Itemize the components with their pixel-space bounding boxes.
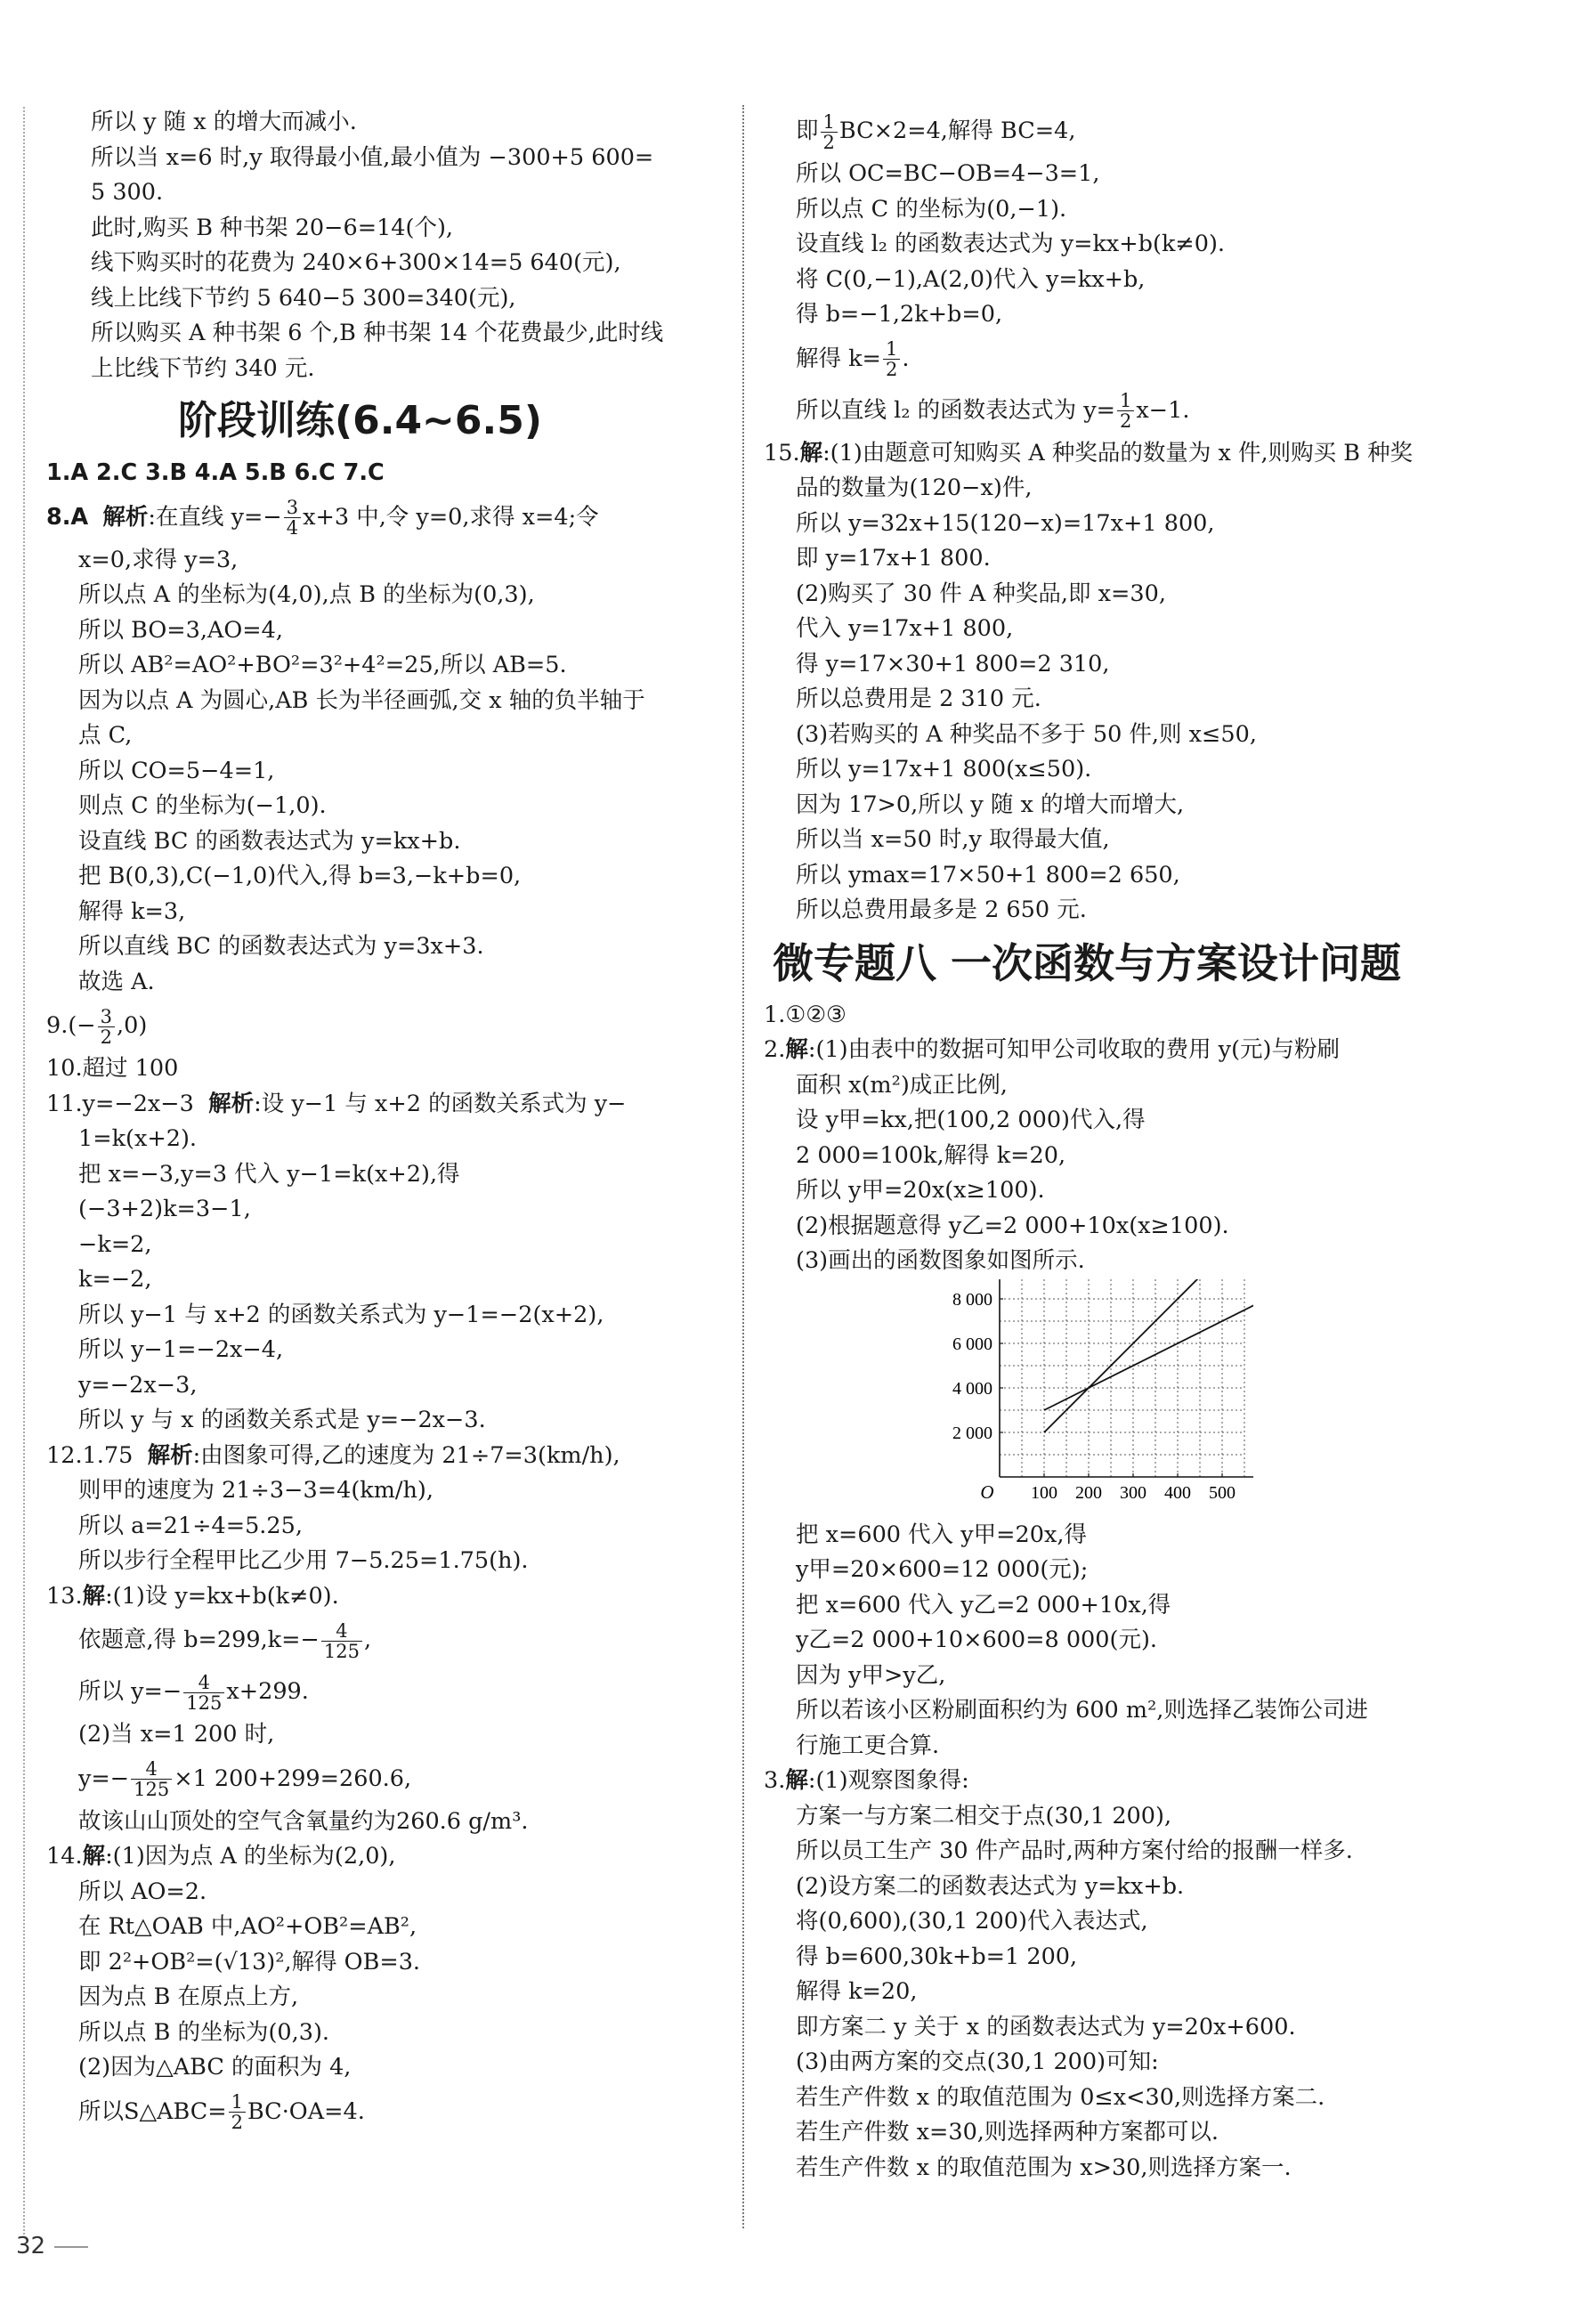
text-line: 设直线 l₂ 的函数表达式为 y=kx+b(k≠0). xyxy=(796,231,1226,257)
text-span: :(1)由题意可知购买 A 种奖品的数量为 x 件,则购买 B 种奖 xyxy=(822,439,1414,466)
fraction xyxy=(284,498,301,538)
formula-line xyxy=(46,1753,721,1805)
text-span: 11.y=−2x−3 xyxy=(46,1090,194,1117)
question-number: 3. xyxy=(764,1767,786,1794)
text-line: 故选 A. xyxy=(78,968,155,995)
text-span: y=− xyxy=(78,1764,130,1792)
text-line: (2)购买了 30 件 A 种奖品,即 x=30, xyxy=(796,580,1166,607)
x-tick-label: 200 xyxy=(1075,1482,1102,1503)
text-line: 所以直线 BC 的函数表达式为 y=3x+3. xyxy=(78,933,484,960)
formula-line xyxy=(46,1614,721,1666)
fraction-denominator: 2 xyxy=(100,1026,113,1048)
text-line: 所以若该小区粉刷面积约为 600 m²,则选择乙装饰公司进 xyxy=(796,1697,1368,1724)
question-12-line xyxy=(46,1439,721,1474)
text-line: 所以当 x=50 时,y 取得最大值, xyxy=(796,826,1110,853)
section-heading: 微专题八 一次函数与方案设计问题 xyxy=(773,938,1402,987)
text-line: 所以 y−1 与 x+2 的函数关系式为 y−1=−2(x+2), xyxy=(78,1301,604,1328)
text-line: 所以 CO=5−4=1, xyxy=(78,757,275,784)
text-line: 若生产件数 x=30,则选择两种方案都可以. xyxy=(796,2119,1219,2146)
text-line: 所以 y甲=20x(x≥100). xyxy=(796,1177,1045,1204)
fraction-numerator: 1 xyxy=(1117,391,1134,411)
text-span: BC×2=4,解得 BC=4, xyxy=(839,118,1076,144)
x-tick-label: 400 xyxy=(1164,1482,1191,1503)
text-line: 即 2²+OB²=(√13)²,解得 OB=3. xyxy=(78,1948,421,1975)
text-line: 线上比线下节约 5 640−5 300=340(元), xyxy=(91,284,516,312)
fraction xyxy=(183,1673,224,1713)
text-line: 把 x=−3,y=3 代入 y−1=k(x+2),得 xyxy=(78,1160,460,1188)
text-line: 则点 C 的坐标为(−1,0). xyxy=(78,792,327,819)
text-span: :(1)设 y=kx+b(k≠0). xyxy=(105,1582,339,1610)
text-line: 所以点 C 的坐标为(0,−1). xyxy=(796,195,1067,223)
text-line: 设直线 BC 的函数表达式为 y=kx+b. xyxy=(78,827,461,855)
text-line: (3)由两方案的交点(30,1 200)可知: xyxy=(796,2048,1159,2075)
formula-line xyxy=(764,385,1440,436)
text-line: (2)设方案二的函数表达式为 y=kx+b. xyxy=(796,1872,1185,1900)
formula-line xyxy=(764,105,1440,157)
text-line: 品的数量为(120−x)件, xyxy=(796,475,1033,501)
text-span: :由图象可得,乙的速度为 21÷7=3(km/h), xyxy=(192,1441,620,1469)
text-line: (−3+2)k=3−1, xyxy=(78,1196,251,1222)
text-span: 12.1.75 xyxy=(46,1441,134,1469)
text-line: 把 x=600 代入 y乙=2 000+10x,得 xyxy=(796,1591,1171,1618)
text-span: x+299. xyxy=(226,1678,309,1705)
text-line: 10.超过 100 xyxy=(46,1055,179,1082)
question-number: 2. xyxy=(764,1036,786,1063)
function-graph-svg xyxy=(915,1279,1253,1513)
text-span: . xyxy=(902,345,910,372)
text-line: 行施工更合算. xyxy=(796,1732,940,1759)
text-span: 所以 y=− xyxy=(78,1678,182,1705)
solution-label: 解 xyxy=(799,439,823,466)
text-line: 所以 y=17x+1 800(x≤50). xyxy=(796,756,1092,783)
fraction-denominator: 125 xyxy=(186,1691,223,1714)
text-line: 把 x=600 代入 y甲=20x,得 xyxy=(796,1521,1087,1548)
text-line: (2)当 x=1 200 时, xyxy=(78,1721,275,1748)
formula-line xyxy=(46,1666,721,1717)
text-span: BC·OA=4. xyxy=(247,2097,365,2125)
fraction xyxy=(98,1007,115,1047)
text-line: y=−2x−3, xyxy=(78,1371,198,1399)
text-line: 得 b=600,30k+b=1 200, xyxy=(796,1943,1078,1970)
analysis-label: 解析 xyxy=(147,1441,193,1469)
fraction xyxy=(229,2092,246,2132)
text-line: 若生产件数 x 的取值范围为 x>30,则选择方案一. xyxy=(796,2154,1292,2181)
text-span: :在直线 y=− xyxy=(148,503,282,531)
column-divider xyxy=(742,105,744,2228)
question-14-line xyxy=(46,1839,721,1875)
left-column xyxy=(46,105,721,2138)
text-line: 将 C(0,−1),A(2,0)代入 y=kx+b, xyxy=(796,265,1146,293)
text-line: 所以 a=21÷4=5.25, xyxy=(78,1512,303,1539)
question-number: 14. xyxy=(46,1843,83,1870)
fraction-numerator: 4 xyxy=(321,1621,362,1642)
fraction-denominator: 125 xyxy=(323,1640,360,1662)
text-line: 所以 y−1=−2x−4, xyxy=(78,1336,284,1363)
text-line: 1=k(x+2). xyxy=(78,1125,198,1152)
text-line: 方案一与方案二相交于点(30,1 200), xyxy=(796,1802,1172,1829)
fraction xyxy=(883,339,900,379)
text-span: x−1. xyxy=(1136,396,1190,424)
text-line: 代入 y=17x+1 800, xyxy=(796,615,1014,642)
x-tick-label: 500 xyxy=(1209,1482,1235,1503)
fraction xyxy=(131,1759,172,1799)
text-span: 9.(− xyxy=(46,1012,96,1039)
text-line: 所以 AO=2. xyxy=(78,1878,207,1905)
text-line: −k=2, xyxy=(78,1230,152,1258)
footer-rule xyxy=(54,2246,88,2248)
fraction xyxy=(321,1621,362,1661)
section-heading: 阶段训练(6.4∼6.5) xyxy=(178,398,542,443)
text-line: 得 y=17×30+1 800=2 310, xyxy=(796,650,1110,677)
solution-label: 解 xyxy=(785,1767,808,1794)
fraction-denominator: 2 xyxy=(1119,410,1132,432)
text-line: 则甲的速度为 21÷3−3=4(km/h), xyxy=(78,1477,433,1504)
text-span: 依题意,得 b=299,k=− xyxy=(78,1627,320,1653)
left-margin-dots xyxy=(23,107,25,2235)
answer-key: 1.A 2.C 3.B 4.A 5.B 6.C 7.C xyxy=(46,459,385,486)
fraction-denominator: 125 xyxy=(134,1779,170,1800)
text-line: 在 Rt△OAB 中,AO²+OB²=AB², xyxy=(78,1913,417,1940)
question-9-line xyxy=(46,1000,721,1051)
question-8-line xyxy=(46,491,721,543)
answer-key-line xyxy=(46,456,721,491)
text-line: 得 b=−1,2k+b=0, xyxy=(796,301,1003,328)
text-span: 所以直线 l₂ 的函数表达式为 y= xyxy=(796,396,1115,424)
page-footer xyxy=(16,2233,88,2259)
text-span: :(1)因为点 A 的坐标为(2,0), xyxy=(105,1843,396,1870)
formula-line xyxy=(46,2086,721,2138)
text-line: 因为以点 A 为圆心,AB 长为半径画弧,交 x 轴的负半轴于 xyxy=(78,686,645,714)
text-line: (2)因为△ABC 的面积为 4, xyxy=(78,2054,352,2081)
text-line: 所以 OC=BC−OB=4−3=1, xyxy=(796,160,1100,187)
text-line: 即方案二 y 关于 x 的函数表达式为 y=20x+600. xyxy=(796,2013,1296,2040)
text-line: 即 y=17x+1 800. xyxy=(796,545,991,572)
text-line: 所以购买 A 种书架 6 个,B 种书架 14 个花费最少,此时线 xyxy=(91,320,664,346)
text-span: 解得 k= xyxy=(796,345,881,372)
formula-line xyxy=(764,333,1440,385)
text-line: k=−2, xyxy=(78,1266,152,1293)
text-line: 所以 y 与 x 的函数关系式是 y=−2x−3. xyxy=(78,1407,486,1433)
fraction-numerator: 1 xyxy=(229,2092,246,2113)
text-span: 即 xyxy=(796,118,819,144)
text-line: 所以总费用最多是 2 650 元. xyxy=(796,896,1087,923)
text-span: :(1)观察图象得: xyxy=(807,1767,969,1794)
text-line: 若生产件数 x 的取值范围为 0≤x<30,则选择方案二. xyxy=(796,2083,1325,2111)
text-line: 因为 y甲>y乙, xyxy=(796,1661,946,1689)
fraction-numerator: 3 xyxy=(284,498,301,518)
text-line: 所以 y=32x+15(120−x)=17x+1 800, xyxy=(796,509,1215,537)
text-line: 2 000=100k,解得 k=20, xyxy=(796,1141,1066,1169)
text-line: 5 300. xyxy=(91,179,164,206)
text-span: :设 y−1 与 x+2 的函数关系式为 y− xyxy=(254,1090,627,1117)
text-line: 所以步行全程甲比乙少用 7−5.25=1.75(h). xyxy=(78,1547,529,1574)
text-line: 所以总费用是 2 310 元. xyxy=(796,685,1041,712)
text-line: 所以 AB²=AO²+BO²=3²+4²=25,所以 AB=5. xyxy=(78,652,567,678)
text-line: 因为点 B 在原点上方, xyxy=(78,1983,299,2010)
text-line: (2)根据题意得 y乙=2 000+10x(x≥100). xyxy=(796,1212,1229,1239)
text-line: 设 y甲=kx,把(100,2 000)代入,得 xyxy=(796,1107,1146,1133)
question-number: 13. xyxy=(46,1582,83,1610)
text-line: 所以点 A 的坐标为(4,0),点 B 的坐标为(0,3), xyxy=(78,581,535,608)
fraction xyxy=(821,112,838,152)
question-number: 15. xyxy=(764,439,800,466)
text-line: 此时,购买 B 种书架 20−6=14(个), xyxy=(91,214,454,241)
text-line: y甲=20×600=12 000(元); xyxy=(796,1556,1089,1583)
solution-label: 解 xyxy=(82,1582,106,1610)
fraction xyxy=(1117,391,1134,431)
text-line: 所以 y 随 x 的增大而减小. xyxy=(91,109,357,135)
fraction-denominator: 2 xyxy=(885,359,898,380)
text-line: 1.①②③ xyxy=(764,1001,847,1028)
fraction-numerator: 1 xyxy=(883,339,900,360)
fraction-numerator: 4 xyxy=(131,1759,172,1780)
text-line: 所以点 B 的坐标为(0,3). xyxy=(78,2018,330,2046)
text-line: 解得 k=3, xyxy=(78,897,186,925)
text-span: :(1)由表中的数据可知甲公司收取的费用 y(元)与粉刷 xyxy=(807,1036,1340,1063)
question-13-line xyxy=(46,1579,721,1615)
text-line: 所以 ymax=17×50+1 800=2 650, xyxy=(796,861,1180,888)
x-tick-label: 100 xyxy=(1031,1482,1057,1503)
y-tick-label: 8 000 xyxy=(952,1289,992,1310)
question-15-line xyxy=(764,436,1440,472)
fraction-numerator: 4 xyxy=(183,1673,224,1693)
fraction-denominator: 2 xyxy=(822,131,835,153)
text-line: 线下购买时的花费为 240×6+300×14=5 640(元), xyxy=(91,249,621,276)
function-graph xyxy=(764,1279,1440,1518)
fraction-denominator: 4 xyxy=(286,517,299,539)
text-line: x=0,求得 y=3, xyxy=(78,546,239,573)
text-span: 所以S△ABC= xyxy=(78,2097,227,2125)
solution-label: 解 xyxy=(82,1843,106,1870)
text-line: 面积 x(m²)成正比例, xyxy=(796,1071,1008,1099)
text-line: 将(0,600),(30,1 200)代入表达式, xyxy=(796,1908,1148,1935)
text-line: 因为 17>0,所以 y 随 x 的增大而增大, xyxy=(796,791,1185,818)
text-span: ,0) xyxy=(117,1012,148,1039)
analysis-label: 解析 xyxy=(102,503,149,531)
question-number: 8.A xyxy=(46,503,89,531)
text-line: 所以当 x=6 时,y 取得最小值,最小值为 −300+5 600= xyxy=(91,143,654,171)
text-line: 故该山山顶处的空气含氧量约为260.6 g/m³. xyxy=(78,1807,529,1835)
origin-label: O xyxy=(980,1480,994,1503)
problem-2-line xyxy=(764,1033,1440,1068)
y-tick-label: 2 000 xyxy=(952,1423,992,1443)
text-line: 把 B(0,3),C(−1,0)代入,得 b=3,−k+b=0, xyxy=(78,863,522,889)
text-line: (3)画出的函数图象如图所示. xyxy=(796,1247,1085,1274)
page-number: 32 xyxy=(16,2233,46,2259)
y-tick-label: 6 000 xyxy=(952,1334,992,1354)
text-line: (3)若购买的 A 种奖品不多于 50 件,则 x≤50, xyxy=(796,720,1257,748)
text-line: 解得 k=20, xyxy=(796,1978,918,2005)
fraction-numerator: 3 xyxy=(98,1007,115,1027)
text-line: 点 C, xyxy=(78,722,133,749)
problem-3-line xyxy=(764,1764,1440,1799)
text-line: 所以 BO=3,AO=4, xyxy=(78,616,283,644)
right-column xyxy=(764,105,1440,2186)
text-span: ×1 200+299=260.6, xyxy=(174,1764,412,1792)
text-line: 所以员工生产 30 件产品时,两种方案付给的报酬一样多. xyxy=(796,1837,1353,1864)
question-11-line xyxy=(46,1087,721,1123)
series-line-1 xyxy=(1044,1279,1200,1432)
x-tick-label: 300 xyxy=(1120,1482,1146,1503)
analysis-label: 解析 xyxy=(208,1090,255,1117)
solution-label: 解 xyxy=(785,1036,808,1063)
y-tick-label: 4 000 xyxy=(952,1378,992,1399)
fraction-denominator: 2 xyxy=(231,2112,243,2133)
text-span: , xyxy=(363,1627,372,1653)
text-span: x+3 中,令 y=0,求得 x=4;令 xyxy=(303,503,599,531)
fraction-numerator: 1 xyxy=(821,112,838,133)
text-line: 上比线下节约 340 元. xyxy=(91,354,315,382)
text-line: y乙=2 000+10×600=8 000(元). xyxy=(796,1627,1157,1653)
